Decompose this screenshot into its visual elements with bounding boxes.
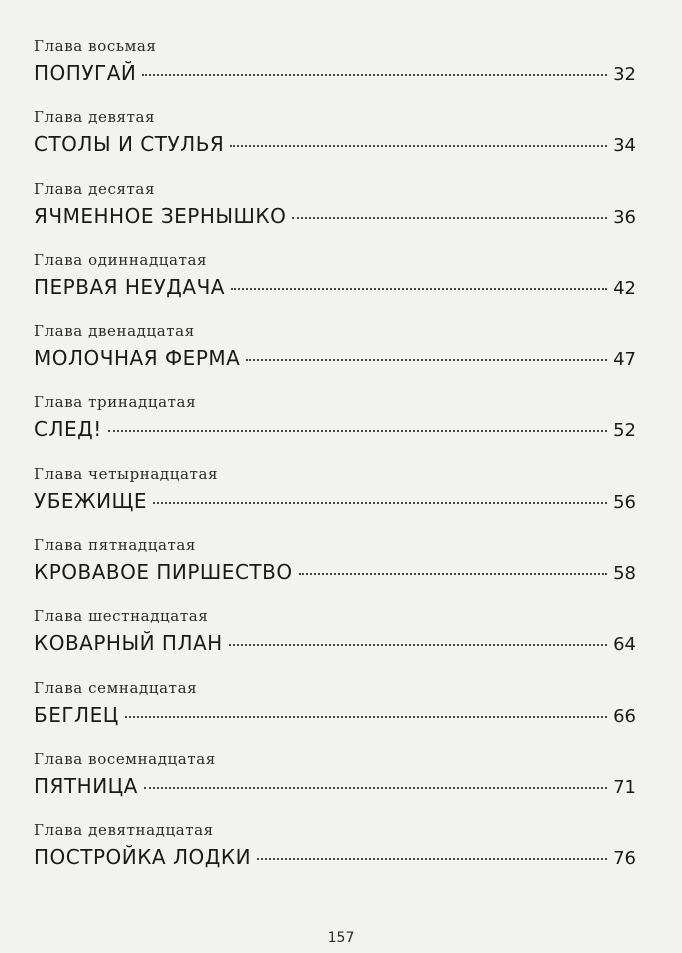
chapter-title-row: [34, 631, 636, 655]
toc-entry: [34, 462, 636, 533]
chapter-label: Глава десятая: [34, 179, 156, 198]
chapter-title: ПЯТНИЦА: [34, 773, 138, 798]
toc-entry: [34, 676, 636, 747]
dot-leader: [292, 217, 607, 219]
toc-entry: [34, 390, 636, 461]
chapter-title-row: [34, 275, 636, 299]
dot-leader: [257, 858, 607, 860]
chapter-title: КОВАРНЫЙ ПЛАН: [34, 631, 223, 656]
page-number: 36: [613, 206, 636, 228]
page-number: 34: [613, 135, 636, 157]
chapter-label: Глава двенадцатая: [34, 322, 195, 341]
chapter-title: КРОВАВОЕ ПИРШЕСТВО: [34, 560, 293, 585]
toc-entry: [34, 105, 636, 176]
dot-leader: [144, 787, 607, 789]
chapter-label: Глава одиннадцатая: [34, 250, 208, 269]
dot-leader: [229, 644, 607, 646]
toc-entry: [34, 818, 636, 889]
toc-entry: [34, 604, 636, 675]
chapter-title-row: [34, 346, 636, 370]
chapter-title: ПОПУГАЙ: [34, 61, 137, 85]
page-number: 58: [613, 563, 636, 585]
chapter-title: ЯЧМЕННОЕ ЗЕРНЫШКО: [34, 203, 287, 228]
toc-entry: [34, 319, 636, 390]
page-number: 56: [613, 491, 636, 513]
chapter-title-row: [34, 204, 636, 228]
page-number: 42: [613, 277, 636, 299]
chapter-title-row: [34, 132, 636, 156]
page-number: 71: [613, 776, 636, 798]
chapter-label: Глава восемнадцатая: [34, 749, 216, 768]
chapter-label: Глава девятнадцатая: [34, 821, 214, 840]
chapter-label: Глава шестнадцатая: [34, 607, 209, 626]
chapter-title: БЕГЛЕЦ: [34, 702, 119, 727]
toc-entry: [34, 34, 636, 105]
page-number: 52: [613, 420, 636, 442]
page-number: 64: [613, 634, 636, 656]
toc-entry: [34, 533, 636, 604]
chapter-title-row: [34, 61, 636, 85]
chapter-title-row: [34, 774, 636, 798]
chapter-title: СЛЕД!: [34, 417, 102, 442]
dot-leader: [125, 716, 607, 718]
chapter-title: УБЕЖИЩЕ: [34, 488, 148, 513]
chapter-label: Глава четырнадцатая: [34, 464, 219, 483]
dot-leader: [142, 74, 607, 76]
chapter-title: ПЕРВАЯ НЕУДАЧА: [34, 274, 225, 299]
chapter-title-row: [34, 703, 636, 727]
dot-leader: [246, 359, 607, 361]
chapter-title-row: [34, 560, 636, 584]
chapter-title: СТОЛЫ И СТУЛЬЯ: [34, 132, 225, 157]
page-number: 47: [613, 349, 636, 371]
table-of-contents: [34, 34, 636, 890]
chapter-label: Глава тринадцатая: [34, 393, 197, 412]
toc-entry: [34, 248, 636, 319]
chapter-label: Глава семнадцатая: [34, 678, 198, 697]
chapter-label: Глава пятнадцатая: [34, 536, 196, 555]
chapter-title: МОЛОЧНАЯ ФЕРМА: [34, 346, 241, 371]
chapter-title-row: [34, 417, 636, 441]
chapter-title-row: [34, 845, 636, 869]
page-number: 76: [613, 848, 636, 870]
dot-leader: [230, 145, 607, 147]
toc-entry: [34, 747, 636, 818]
chapter-label: Глава восьмая: [34, 37, 157, 55]
page-folio-number: 157: [327, 930, 355, 946]
page-number: 66: [613, 705, 636, 727]
page-number: 32: [613, 64, 636, 85]
toc-entry: [34, 177, 636, 248]
chapter-title: ПОСТРОЙКА ЛОДКИ: [34, 845, 252, 870]
dot-leader: [153, 502, 607, 504]
dot-leader: [231, 288, 607, 290]
dot-leader: [108, 430, 607, 432]
chapter-title-row: [34, 489, 636, 513]
chapter-label: Глава девятая: [34, 108, 156, 127]
dot-leader: [299, 573, 608, 575]
